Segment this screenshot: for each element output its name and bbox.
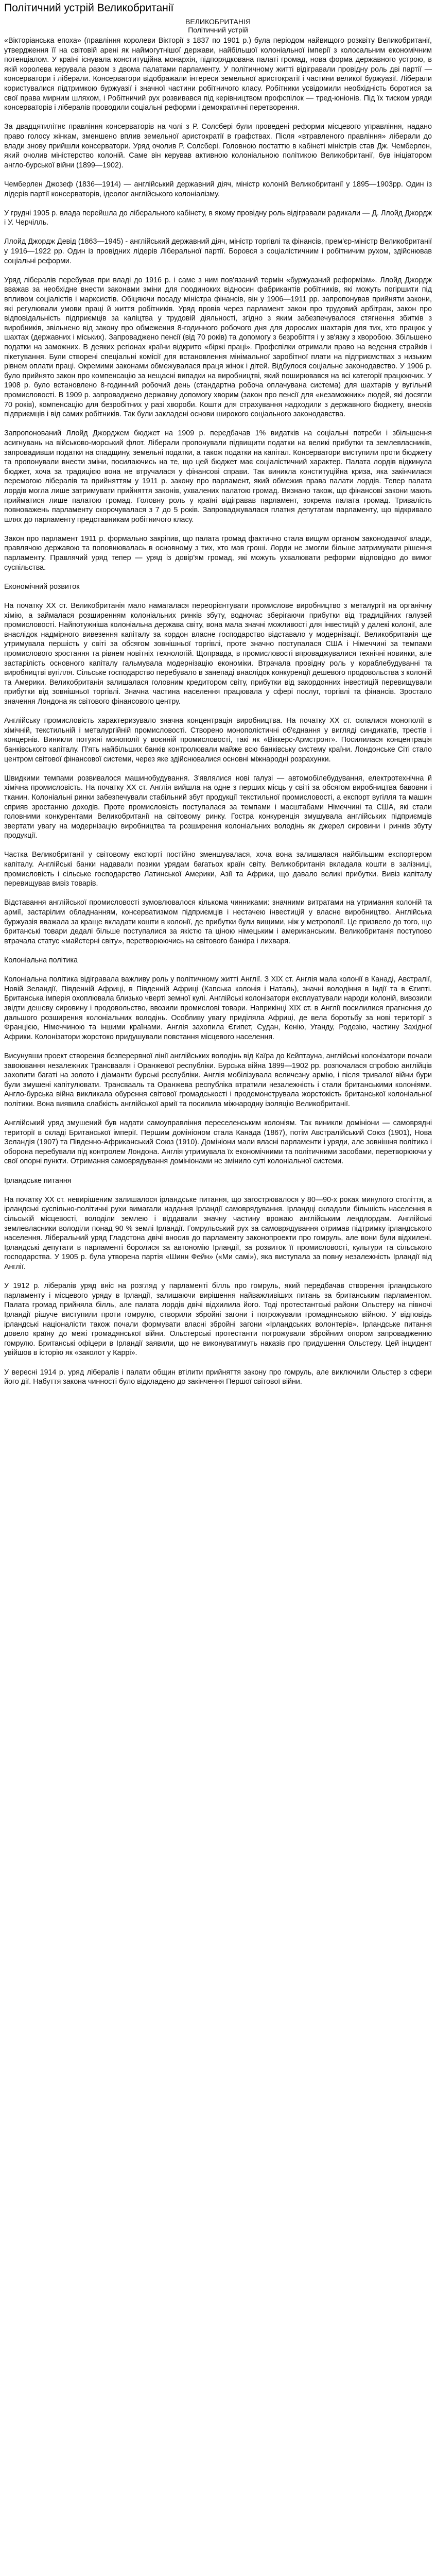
body-paragraph: У 1912 р. лібералів уряд вніс на розгляд у парламенті білль про гомруль, який передбачав створення ірландського парламенту і місцевого уряду в Ірландії, залишаючи вирішення найважливіших питань за британським парламентом. Палата громад прийняла білль, але палата лордів двічі відхилила його. Тоді протестантські райони Ольстеру на півночі Ірландії рішуче виступили проти гомрулю, створили збройні загони і погрожували громадянською війною. У відповідь ірландські націоналісти також почали формувати власні збройні загони «Ірландських волонтерів». Ірландське питання довело країну до межі громадянської війни. Ольстерські протестанти погрожували збройним опором запровадженню гомрулю. Британські офіцери в Ірландії заявили, що не виконуватимуть наказів про придушення Ольстеру. Цей інцидент увійшов в історію як «заколот у Каррі». [4,1282,432,1358]
body-paragraph: Частка Великобританії у світовому експорті постійно зменшувалася, хоча вона залишалася найбільшим експортером капіталу. Англійські банки надавали позики урядам багатьох країн світу. Великобританія вкладала кошти в залізниці, промисловість і сільське господарство Латинської Америки, Азії та Африки, що давало великі прибутки. Вивіз капіталу перевищував вивіз товарів. [4,851,432,888]
document-body [4,36,432,1387]
body-paragraph: У вересні 1914 р. уряд лібералів і палати общин втілити прийняття закону про гомруль, але виключили Ольстер з сфери його дії. Набуття закона чинності було відкладено до закінчення Першої світової війни. [4,1368,432,1386]
topic-heading: Політичний устрій [188,26,248,34]
body-paragraph: Колоніальна політика відігравала важливу роль у політичному житті Англії. З XIX ст. Англія мала колонії в Канаді, Австралії, Новій Зеландії, Південній Африці, в Південній Африці (Капська колонія і Наталь), значні володіння в Індії та в Єгипті. Британська імперія охоплювала близько чверті земної кулі. Англійські колонізатори експлуатували народи колоній, вивозили звідти дешеву сировину і продовольство, ввозили промислові товари. Наприкінці XIX ст. в Англії посилилися прагнення до дальшого розширення колоніальних володінь. Особливу увагу приділяла Африці, де вела боротьбу за нові території з Францією, Німеччиною та іншими країнами. Англія захопила Єгипет, Судан, Кенію, Уганду, Родезію, частину Західної Африки. Колонізатори жорстоко придушували повстання місцевого населення. [4,975,432,1041]
section-heading: Ірландське питання [4,1176,72,1185]
body-paragraph: Запропонований Ллойд Джорджем бюджет на 1909 р. передбачав 1% видатків на соціальні потреби і збільшення асигнувань на військово-морський флот. Ліберали пропонували підвищити податки на великі прибутки та землевласників, запровадивши податки на спадщину, земельні податки, а також податки на капітал. Консерватори виступили проти бюджету та пропонували внести зміни, посилаючись на те, що цей бюджет має соціалістичний характер. Палата лордів відкинула бюджет, хоча за традицією вона не втручалася у фінансові справи. Так виникла конституційна криза, яка закінчилася перемогою лібералів та прийняттям у 1911 р. закону про парламент, який обмежив права палати лордів. Тепер палата лордів могла лише затримувати прийняття законів, ухвалених палатою громад. Визнано також, що фінансові закони мають прийматися лише палатою громад. Головну роль у країні відігравав парламент, зокрема палата громад. Тривалість повноважень парламенту скорочувалася з 7 до 5 років. Запроваджувалася платня депутатам парламенту, що відкривало шлях до парламенту представникам робітничого класу. [4,429,432,524]
body-paragraph: Відставання англійської промисловості зумовлювалося кількома чинниками: значними витратами на утримання колоній та армії, застарілим обладнанням, консерватизмом підприємців і нестачею інвестицій у власне виробництво. Англійська буржуазія вважала за краще вкладати кошти в колонії, де прибутки були вищими, ніж у метрополії. Це призвело до того, що британські товари дедалі більше поступалися за якістю та ціною німецьким і американським. Великобританія поступово втрачала статус «майстерні світу», перетворюючись на світового банкіра і лихваря. [4,899,432,945]
document-page [4,0,432,1400]
section-heading: Економічний розвиток [4,582,80,591]
body-paragraph: Закон про парламент 1911 р. формально закріпив, що палата громад фактично стала вищим органом законодавчої влади, правлячою державою та поповнювалась в основному з тих, хто мав гроші. Лорди не змогли більше затримувати рішення парламенту. Правлячий уряд тепер — уряд із довір'ям громад, які можуть ухвалювати реформи відповідно до вимог суспільства. [4,534,432,572]
section-heading: Колоніальна політика [4,956,78,964]
document-section [4,36,432,572]
document-section [4,956,432,1166]
document-section [4,582,432,946]
body-paragraph: «Вікторіанська епоха» (правління королеви Вікторії з 1837 по 1901 р.) була періодом найвищого розквіту Великобританії, утвердження її на світовій арені як наймогутнішої держави, найбільшої колоніальної імперії з колосальним економічним потенціалом. У країні існувала конституційна монархія, підпорядкована палаті громад, нова форма державного устрою, в якій королева керувала разом з двома палатами парламенту. У політичному житті відігравали провідну роль дві партії — консерватори і ліберали. Консерватори відображали інтереси земельної аристократії і частини великої буржуазії. Ліберали користувалися підтримкою буржуазії і значної частини робітничого класу. Робітники усвідомили необхідність боротися за свої права мирним шляхом, і Робітничий рух розвивався під керівництвом профспілок — тред-юніонів. Під їх тиском уряди консерваторів і лібералів проводили соціальні реформи і демократичні перетворення. [4,37,432,112]
country-heading: ВЕЛИКОБРИТАНІЯ [185,18,251,26]
body-paragraph: Англійську промисловість характеризувало значна концентрація виробництва. На початку XX ст. склалися монополії в хімічній, текстильній і металургійній промисловості. Створено монополістичні об'єднання у вигляді синдикатів, трестів і концернів. Виникли потужні монополії у воєнній промисловості, такі як «Віккерс-Армстронг». Посилилася концентрація банківського капіталу. П'ять найбільших банків контролювали майже всю банківську систему країни. Лондонське Сіті стало центром світової фінансової системи, через яке здійснювалися основні міжнародні розрахунки. [4,717,432,764]
body-paragraph: На початку XX ст. невирішеним залишалося ірландське питання, що загострювалося у 80—90-х роках минулого століття, а ірландські суспільно-політичні рухи вимагали надання Ірландії самоврядування. Ірландці складали більшість населення в сільській місцевості, володіли землею і віддавали значну частину врожаю англійським лендлордам. Англійські землевласники володіли понад 90 % землі Ірландії. Гомрульський рух за самоврядування отримав підтримку ірландського населення. Ліберальний уряд Гладстона двічі вносив до парламенту законопроекти про гомруль, але вони були відхилені. Ірландські депутати в парламенті боролися за автономію Ірландії, за розвиток її промисловості, культури та сільського господарства. У 1905 р. була утворена партія «Шинн Фейн» («Ми самі»), яка виступала за повну незалежність Ірландії від Англії. [4,1195,432,1271]
body-paragraph: Висунувши проект створення безперервної лінії англійських володінь від Каїра до Кейптауна, англійські колонізатори почали завоювання незалежних Трансвааля і Оранжевої республіки. Бурська війна 1899—1902 рр. розпочалася спробою англійців захопити багаті на золото і діаманти бурські республіки. Англія мобілізувала величезну армію, і після тривалої війни бури були змушені капітулювати. Трансвааль та Оранжева республіка втратили незалежність і стали британськими колоніями. Англо-бурська війна викликала обурення світової громадськості і продемонструвала жорстокість британської колоніальної політики. Вона виявила слабкість англійської армії та посилила міжнародну ізоляцію Великобританії. [4,1052,432,1108]
body-paragraph: Швидкими темпами розвивалося машинобудування. З'являлися нові галузі — автомобілебудування, електротехнічна й хімічна промисловість. На початку XX ст. Англія вийшла на одне з перших місць у світі за обсягом виробництва бавовни і тканин. Колоніальні ринки забезпечували стабільний збут продукції текстильної промисловості, а експорт вугілля та машин сприяв зростанню доходів. Проте промисловість поступалася за темпами і масштабами Німеччині та США, які стали головними конкурентами Великобританії на світовому ринку. Гостра конкуренція змушувала англійських підприємців звертати увагу на модернізацію виробництва та розширення колоніальних володінь як джерел сировини і ринків збуту продукції. [4,774,432,840]
body-paragraph: Уряд лібералів перебував при владі до 1916 р. і саме з ним пов'язаний термін «буржуазний реформізм». Ллойд Джордж вважав за необхідне внести законами зміни для поодиноких відносин фабрикантів робітників, які можуть погіршити під впливом соціалістів і марксистів. Обіцяючи посаду міністра фінансів, він у 1906—1911 рр. запропонував прийняти закони, які регулювали умови праці й життя робітників. Уряд провів через парламент закон про трудовий арбітраж, закон про відповідальність підприємців за каліцтва у трудовій діяльності, згідно з яким забезпечувалося стягнення збитків з виробників, звільнено від закону про обмеження 8-годинного робочого дня для дорослих шахтарів для тих, хто працює у шахтах (державних і міських). Запроваджено пенсії (від 70 років) та допомогу з безробіття і у зв'язку з хворобою. Збільшено податки на заможних. В деяких регіонах країни відкрито «біржі праці». Профспілки отримали право на ведення страйків і пікетування. Були створені спеціальні комісії для встановлення мінімальної заробітної плати на підприємствах з низьким рівнем оплати праці. Окремими законами обмежувалася праця жінок і дітей. Відбулося соціальне законодавство. У 1906 р. було прийнято закон про компенсацію за нещасні випадки на виробництві, який поширювався на всі категорії працюючих. У 1908 р. було встановлено 8-годинний робочий день (стандартна робоча оплачувана система) для шахтарів у вугільній промисловості. В 1909 р. запроваджено державну допомогу хворим (закон про пенсії для «незаможних» людей, які досягли 70 років), компенсацію для безробітних у разі хвороби. Кошти для страхування надходили з державного бюджету, внесків підприємців і від самих робітників. Так були закладені основи широкого соціального законодавства. [4,276,432,419]
body-paragraph: Чемберлен Джозеф (1836—1914) — англійський державний діяч, міністр колоній Великобританії у 1895—1903рр. Один із лідерів партії консерваторів, ідеолог англійського колоніалізму. [4,180,432,198]
document-title: Політичний устрій Великобританії [4,2,174,14]
body-paragraph: Ллойд Джордж Девід (1863—1945) - англійський державний діяч, міністр торгівлі та фінансів, прем'єр-міністр Великобританії у 1916—1922 рр. Один із провідних лідерів Ліберальної партії. Боровся з соціалістичним і робітничим рухом, здійснював соціальні реформи. [4,238,432,265]
body-paragraph: Англійський уряд змушений був надати самоуправління переселенським колоніям. Так виникли домініони — самоврядні території в складі Британської імперії. Першим домініоном стала Канада (1867), потім Австралійський Союз (1901), Нова Зеландія (1907) та Південно-Африканський Союз (1910). Домініони мали власні парламенти і уряди, але зовнішня політика і оборона перебували під контролем Лондона. Англія утримувала їх економічними та політичними засобами, перетворюючи у свої опорні пункти. Отримання самоврядування домініонами не змінило суті колоніальної системи. [4,1119,432,1166]
body-paragraph: За двадцятилітнє правління консерваторів на чолі з Р. Солсбері були проведені реформи місцевого управління, надано право голосу жінкам, зменшено вплив земельної аристократії в графствах. Після «втравленого правління» ліберали до влади знову прийшли консерватори. Уряд очолив Р. Солсбері. Головною постаттю в кабінеті міністрів став Дж. Чемберлен, який очолив міністерство колоній. Саме він керував активною колоніальною політикою Великобританії, був ініціатором англо-бурської війни (1899—1902). [4,123,432,170]
body-paragraph: У грудні 1905 р. влада перейшла до ліберального кабінету, в якому провідну роль відігравали радикали — Д. Ллойд Джордж і У. Черчілль. [4,209,432,227]
document-section [4,1176,432,1387]
body-paragraph: На початку XX ст. Великобританія мало намагалася переорієнтувати промислове виробництво з металургії на органічну хімію, а займалася розширенням колоніальних ринків збуту, водночас зберігаючи прибутки від традиційних галузей промисловості. Найпотужніша колоніальна держава світу, вона мала значні можливості для інвестицій у далекі колонії, але внаслідок надмірного вивезення капіталу за кордон власне господарство відставало у модернізації. Великобританія ще утримувала першість у світі за обсягом зовнішньої торгівлі, проте значно поступалася США і Німеччині за темпами промислового зростання та рівнем новітніх технологій. Щоправда, в промисловості впроваджувалися технічні новинки, але застарілість основного капіталу гальмувала модернізацію економіки. Втрачала провідну роль у кораблебудуванні та виробництві вугілля. Сільське господарство перебувало в занепаді внаслідок конкуренції дешевого продовольства з колоній та Америки. Великобританія залишалася головним кредитором світу, прибутки від закордонних інвестицій перевищували прибутки від зовнішньої торгівлі. Значна частина населення працювала у сфері послуг, торгівлі та фінансів. Зростало значення Лондона як світового фінансового центру. [4,602,432,706]
